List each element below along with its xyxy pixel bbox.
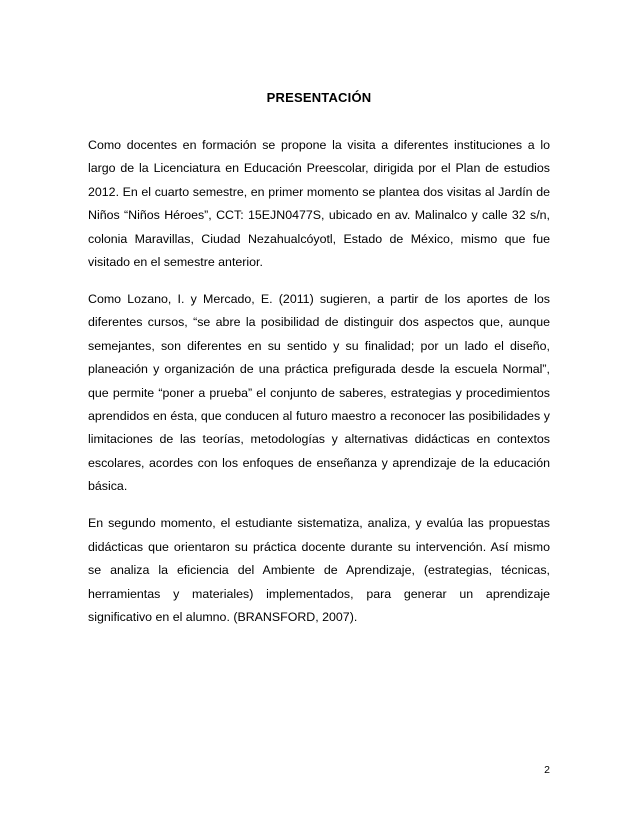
paragraph-1: Como docentes en formación se propone la visita a diferentes instituciones a lo largo de la Licenciatura en Educación Preescolar, dirigida por el Plan de estudios 2012. En el cuarto semestre, en primer momento se plantea dos visitas al Jardín de Niños “Niños Héroes”, CCT: 15EJN0477S, ubicado en av. Malinalco y calle 32 s/n, colonia Maravillas, Ciudad Nezahualcóyotl, Estado de México, mismo que fue visitado en el semestre anterior.: [88, 138, 550, 270]
page-number: 2: [544, 764, 550, 776]
paragraph-2: Como Lozano, I. y Mercado, E. (2011) sugieren, a partir de los aportes de los diferentes cursos, “se abre la posibilidad de distinguir dos aspectos que, aunque semejantes, son diferentes en su sentido y su finalidad; por un lado el diseño, planeación y organización de una práctica prefigurada desde la escuela Normal”, que permite “poner a prueba” el conjunto de saberes, estrategias y procedimientos aprendidos en ésta, que conducen al futuro maestro a reconocer las posibilidades y limitaciones de las teorías, metodologías y alternativas didácticas en contextos escolares, acordes con los enfoques de enseñanza y aprendizaje de la educación básica.: [88, 292, 550, 494]
document-body: [88, 134, 550, 643]
paragraph-3: En segundo momento, el estudiante sistematiza, analiza, y evalúa las propuestas didácticas que orientaron su práctica docente durante su intervención. Así mismo se analiza la eficiencia del Ambiente de Aprendizaje, (estrategias, técnicas, herramientas y materiales) implementados, para generar un aprendizaje significativo en el alumno. (BRANSFORD, 2007).: [88, 516, 550, 624]
page-title: PRESENTACIÓN: [266, 90, 372, 105]
